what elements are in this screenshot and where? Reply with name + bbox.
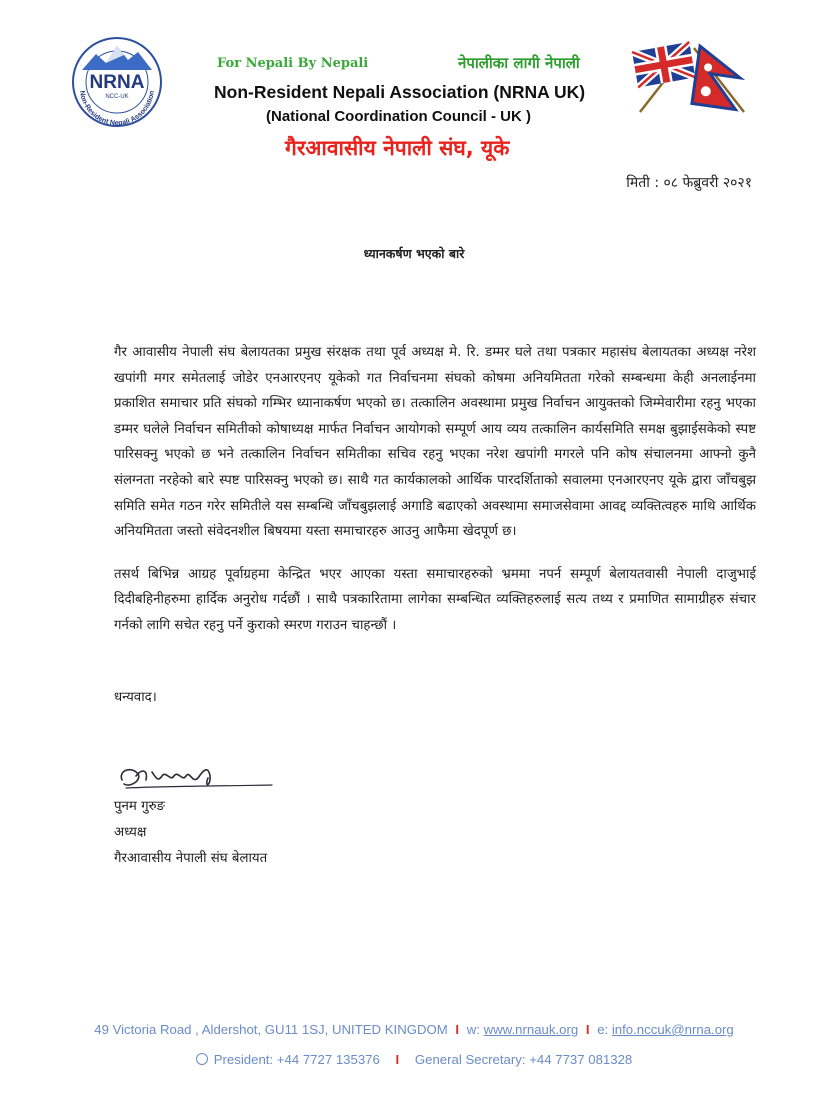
logo-ring-text: Non-Resident Nepali Association	[78, 90, 156, 128]
organization-name: Non-Resident Nepali Association (NRNA UK)	[214, 82, 586, 102]
separator: I	[585, 1022, 590, 1037]
organization-name-nepali: गैरआवासीय नेपाली संघ, यूके	[285, 136, 510, 160]
website-link[interactable]: www.nrnauk.org	[483, 1022, 579, 1037]
footer-web-label: w:	[466, 1022, 480, 1037]
logo-text: NRNA	[89, 72, 145, 93]
signatory-organization: गैरआवासीय नेपाली संघ बेलायत	[114, 851, 268, 866]
president-phone: President: +44 7727 135376	[213, 1052, 380, 1067]
footer-contact-line	[0, 1022, 828, 1037]
nrna-logo	[66, 36, 168, 128]
tagline-english: For Nepali By Nepali	[217, 56, 369, 71]
body-paragraph: गैर आवासीय नेपाली संघ बेलायतका प्रमुख संरक्षक तथा पूर्व अध्यक्ष मे. रि. डम्मर घले तथा पत्रकार महासंघ बेलायतका अध्यक्ष नरेश खपांगी मगर समेतलाई जोडेर एनआरएनए यूकेको गत निर्वाचनमा संघको कोषमा अनियमितता गरेको सम्बन्धमा केही अनलाईनमा प्रकाशित समाचार प्रति संघको गम्भिर ध्यानाकर्षण भएको छ। तत्कालिन अवस्थामा प्रमुख निर्वाचन आयुक्तको जिम्मेवारीमा रहनु भएका डम्मर घलेले निर्वाचन समितीको कोषाध्यक्ष मार्फत निर्वाचन आयोगको सम्पूर्ण आय व्यय तत्कालिन कार्यसमिति समक्ष बुझाईसकेको स्पष्ट पारिसक्नु भएको छ भने तत्कालिन निर्वाचन समितीका सचिव रहनु भएका नरेश खपांगी मगरले पनि कोष संचालनमा आफ्नो कुनै संलग्नता नरहेको बारे स्पष्ट पारिसक्नु भएको छ। साथै गत कार्यकालको आर्थिक पारदर्शिताको सवालमा एनआरएनए यूके द्वारा जाँचबुझ समिति समेत गठन गरेर समितीले यस सम्बन्धि जाँचबुझलाई अगाडि बढाएको अवस्थामा समाजसेवामा आवद्द व्यक्तित्वहरु माथि आर्थिक अनियमितता जस्तो संवेदनशील बिषयमा यस्ता समाचारहरु आउनु आफैमा खेदपूर्ण छ।	[114, 345, 756, 540]
letter-body	[114, 340, 756, 656]
letter-subject: ध्यानकर्षण भएको बारे	[363, 246, 465, 261]
tagline-nepali: नेपालीका लागी नेपाली	[458, 54, 580, 72]
handwritten-signature	[112, 758, 282, 798]
secretary-phone: General Secretary: +44 7737 081328	[414, 1052, 633, 1067]
separator: I	[395, 1052, 400, 1067]
footer-address: 49 Victoria Road , Aldershot, GU11 1SJ, UNITED KINGDOM	[94, 1022, 448, 1037]
organization-subtitle: (National Coordination Council - UK )	[266, 108, 531, 125]
logo-subtext: NCC-UK	[105, 94, 129, 100]
phone-icon	[196, 1053, 208, 1065]
email-link[interactable]: info.nccuk@nrna.org	[611, 1022, 734, 1037]
signatory-name: पुनम गुरुङ	[114, 799, 166, 814]
footer-phone-line	[0, 1052, 828, 1067]
closing-thanks: धन्यवाद।	[114, 690, 157, 705]
signatory-title: अध्यक्ष	[114, 825, 147, 840]
signatory-block	[114, 794, 267, 872]
footer-email-label: e:	[597, 1022, 609, 1037]
separator: I	[455, 1022, 460, 1037]
uk-nepal-flags-icon	[626, 40, 758, 114]
letter-date: मिती : ०८ फेब्रुवरी २०२१	[626, 175, 752, 191]
body-paragraph: तसर्थ बिभिन्न आग्रह पूर्वाग्रहमा केन्द्रित भएर आएका यस्ता समाचारहरुको भ्रममा नपर्न सम्पूर्ण बेलायतवासी नेपाली दाजुभाई दिदीबहिनीहरुमा हार्दिक अनुरोध गर्दछौं । साथै पत्रकारितामा लागेका सम्बन्धित व्यक्तिहरुलाई सत्य तथ्य र प्रमाणित सामाग्रीहरु संचार गर्नको लागि सचेत रहनु पर्ने कुराको स्मरण गराउन चाहन्छौं ।	[114, 566, 756, 633]
